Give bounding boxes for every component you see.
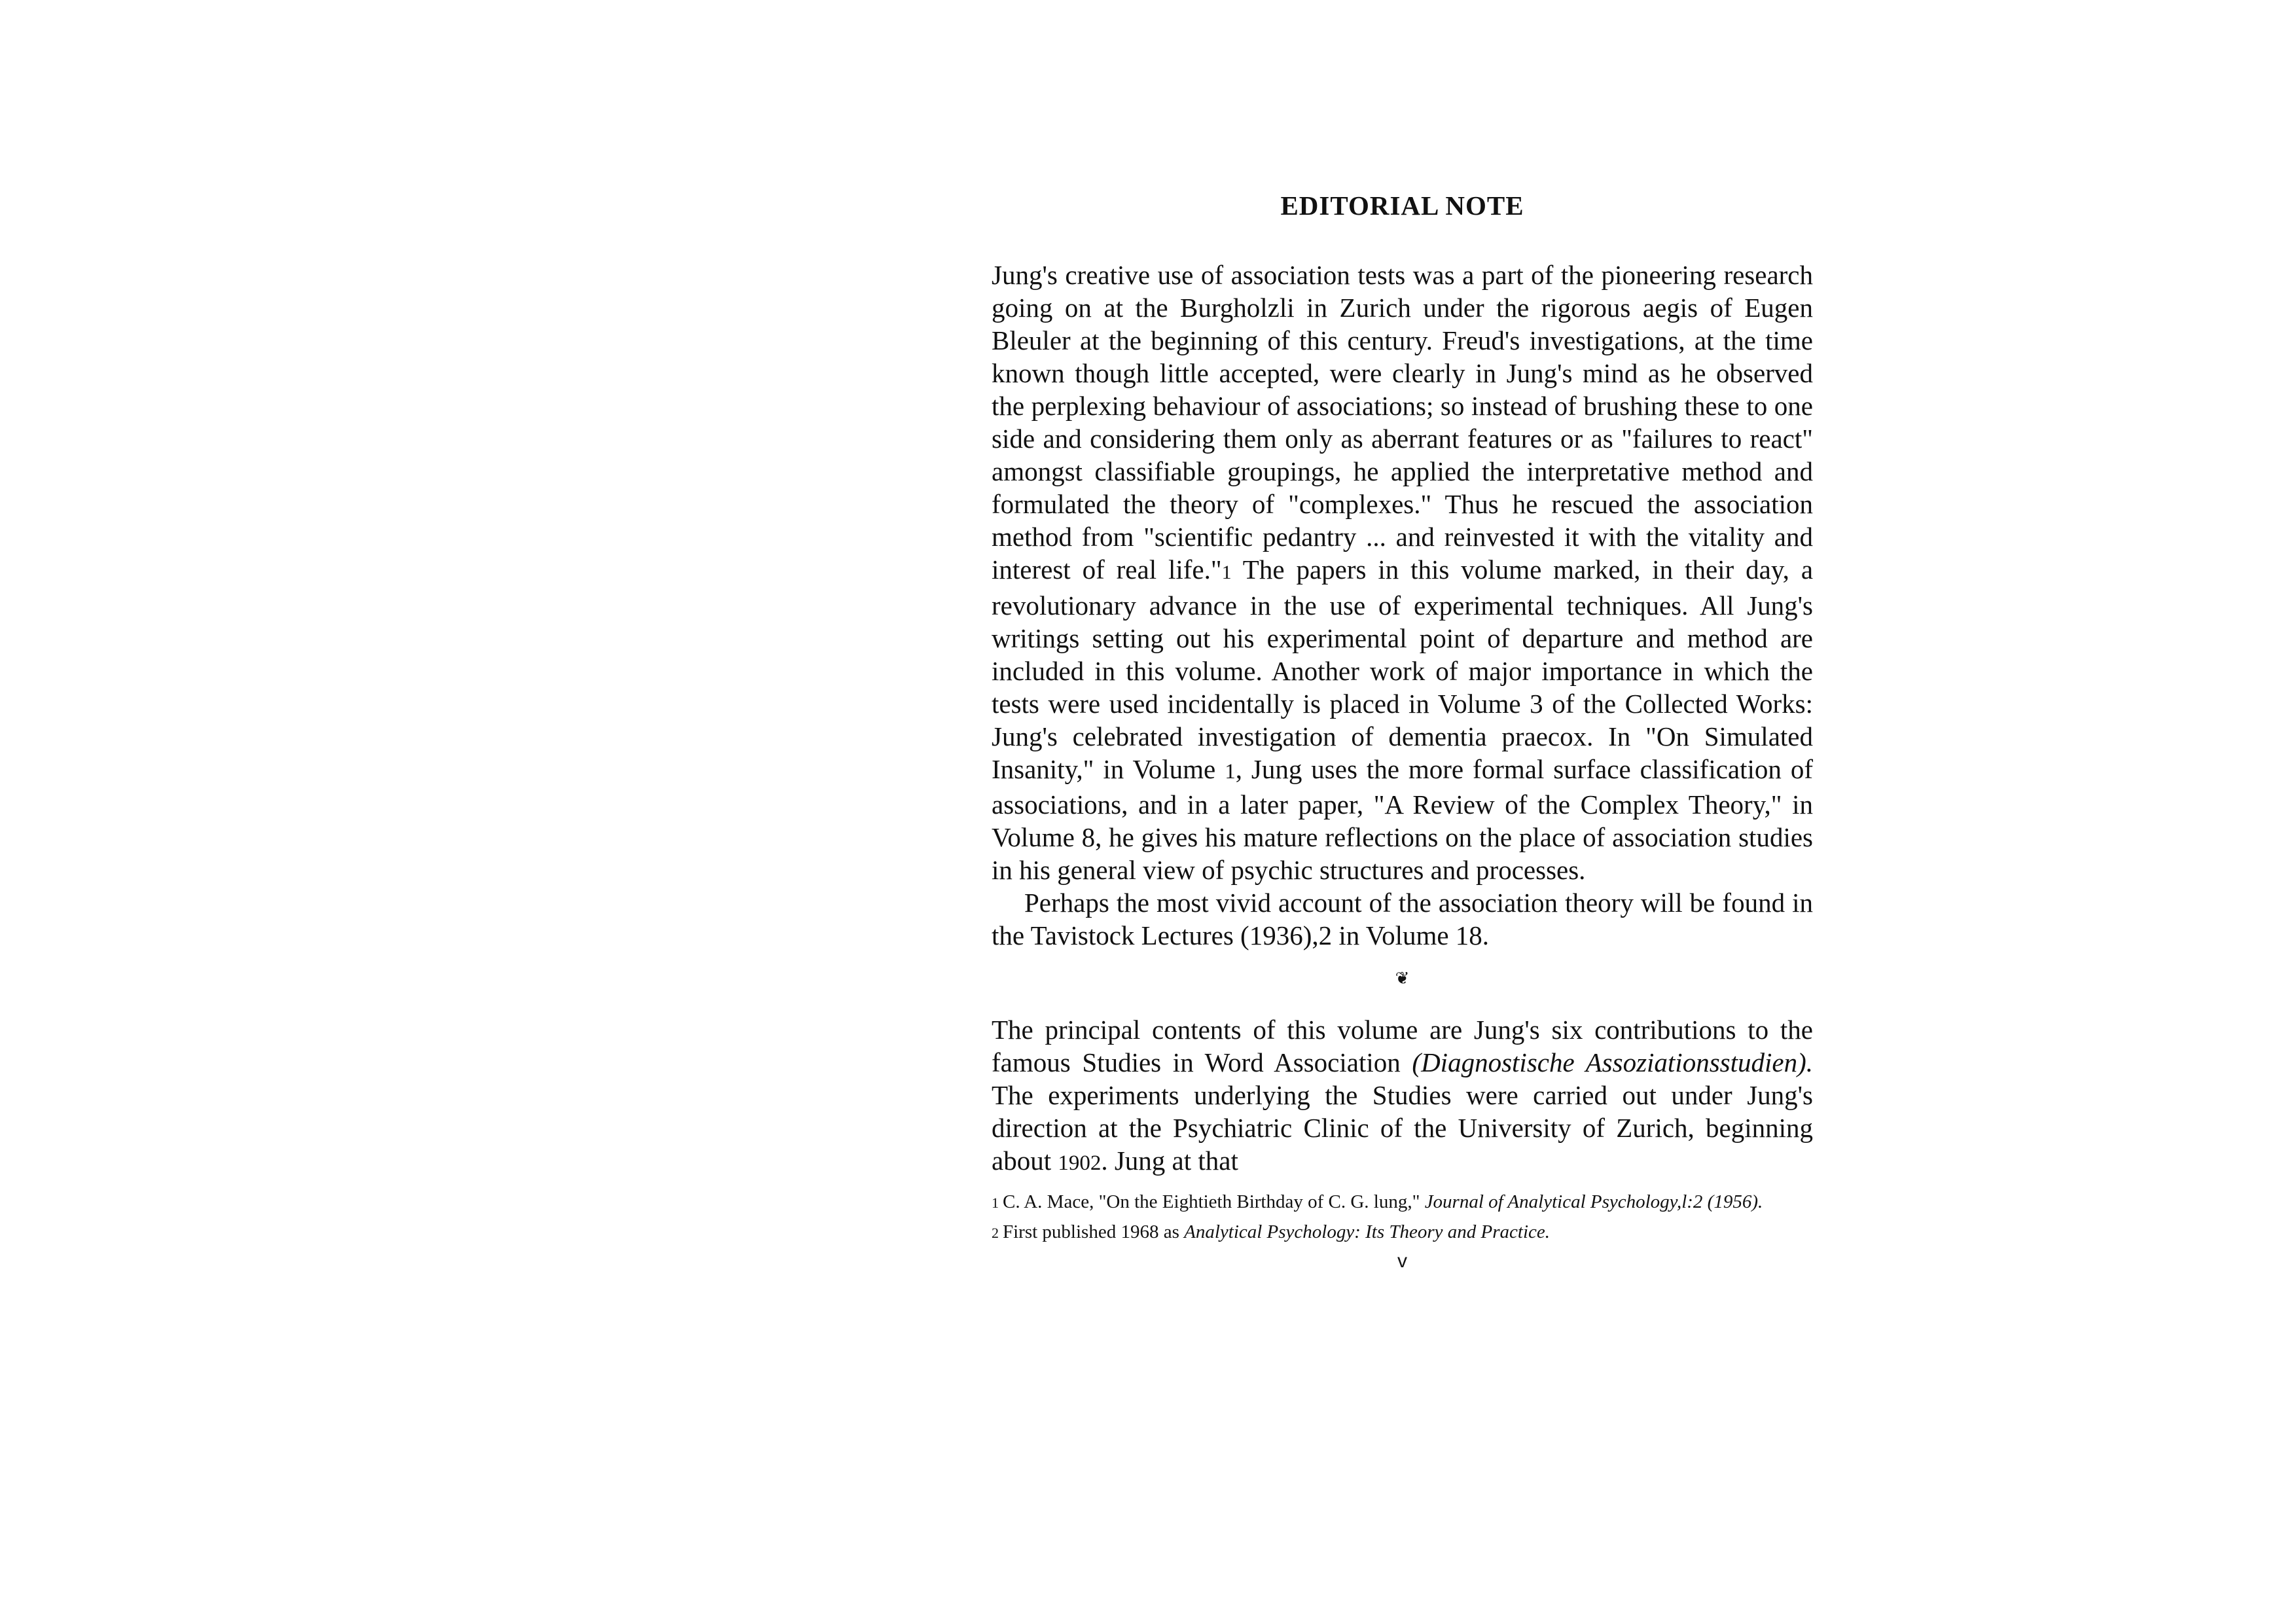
paragraph-3-year: 1902 xyxy=(1058,1151,1102,1176)
volume-number: 1 xyxy=(1225,760,1236,784)
paragraph-1-text-c: , Jung uses the more formal surface classification of associations, and in a later paper, "A Review of the Complex Theory," in Volume 8, he gives his mature reflections on the place of association studies in his general view of psychic structures and processes. xyxy=(992,754,1813,886)
paragraph-1-text-a: Jung's creative use of association tests was a part of the pioneering research going on at the Burgholzli in Zurich under the rigorous aegis of Eugen Bleuler at the beginning of this century. Freud's investigations, at the time known though little accepted, were clearly in Jung's mind as he observed the perplexing behaviour of associations; so instead of brushing these to one side and considering them only as aberrant features or as "failures to react" amongst classifiable groupings, he applied the interpretative method and formulated the theory of "complexes." Thus he rescued the association method from "scientific pedantry ... and reinvested it with the vitality and interest of real life." xyxy=(992,260,1813,585)
footnote-number: 1 xyxy=(992,1195,999,1212)
paragraph-3-text-b: The experiments underlying the Studies were carried out under Jung's direction at the Psychiatric Clinic of the University of Zurich, beginning about xyxy=(992,1080,1813,1176)
paragraph-3-text-c: . Jung at that xyxy=(1101,1146,1238,1176)
page-column xyxy=(992,190,1813,1272)
section-ornament-icon: ❦ xyxy=(1395,969,1410,988)
footnote-text: First published 1968 as xyxy=(1003,1221,1185,1243)
paragraph-1 xyxy=(992,259,1813,886)
paragraph-3-italic: (Diagnostische Assoziationsstudien). xyxy=(1412,1047,1813,1078)
paragraph-3-text-a: The principal contents of this volume are Jung's six contributions to the famous Studies in Word Association xyxy=(992,1015,1813,1078)
footnote-text: C. A. Mace, "On the Eightieth Birthday of C. G. lung," xyxy=(1003,1191,1425,1213)
page-number: v xyxy=(1397,1250,1407,1272)
footnote-italic: Journal of Analytical Psychology,l:2 (1956). xyxy=(1424,1191,1763,1213)
footnote-ref-1: 1 xyxy=(1221,562,1232,584)
footnotes xyxy=(992,1190,1813,1245)
footnote-number: 2 xyxy=(992,1225,999,1242)
paragraph-1-text-b: The papers in this volume marked, in their day, a revolutionary advance in the use of experimental techniques. All Jung's writings setting out his experimental point of departure and method are included in this volume. Another work of major importance in which the tests were used incidentally is placed in Volume 3 of the Collected Works: Jung's celebrated investigation of dementia praecox. In "On Simulated Insanity," in Volume xyxy=(992,554,1814,785)
paragraph-3 xyxy=(992,1013,1813,1180)
footnote-2 xyxy=(992,1220,1813,1245)
footnote-italic: Analytical Psychology: Its Theory and Practice. xyxy=(1184,1221,1551,1243)
paragraph-2: Perhaps the most vivid account of the association theory will be found in the Tavistock Lectures (1936),2 in Volume 18. xyxy=(992,888,1813,951)
page-title: EDITORIAL NOTE xyxy=(1280,190,1524,221)
footnote-1 xyxy=(992,1190,1813,1215)
